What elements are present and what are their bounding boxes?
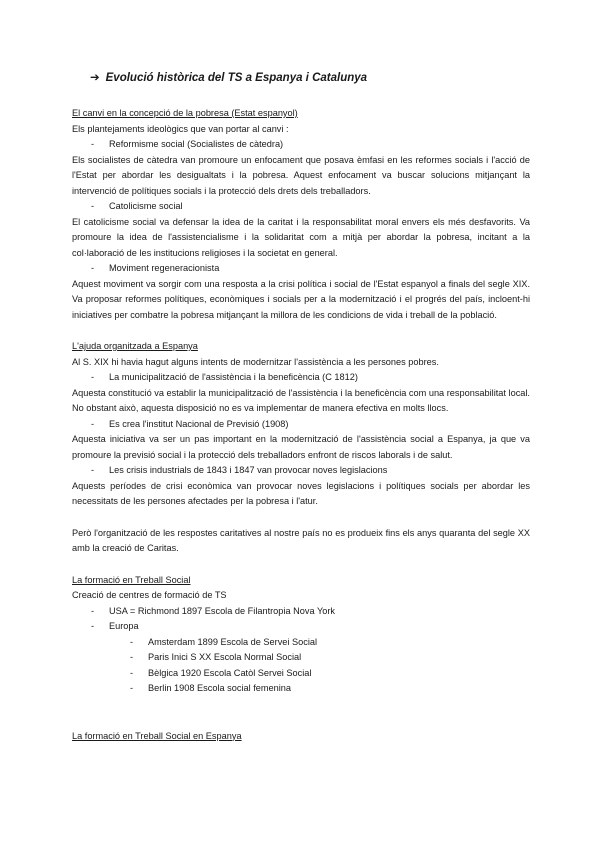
list-item-text: Reformisme social (Socialistes de càtedra) bbox=[109, 139, 284, 149]
dash-bullet: - bbox=[91, 465, 95, 475]
paragraph: Creació de centres de formació de TS bbox=[72, 590, 227, 600]
sub-list-item-text: Paris Inici S XX Escola Normal Social bbox=[148, 652, 302, 662]
list-item bbox=[72, 604, 530, 620]
document-body bbox=[72, 106, 530, 744]
section-heading: La formació en Treball Social en Espanya bbox=[72, 730, 242, 741]
list-item-text: Catolicisme social bbox=[109, 201, 183, 211]
list-item bbox=[72, 417, 530, 433]
paragraph: Però l'organització de les respostes caritatives al nostre país no es produeix fins els anys quaranta del segle XX amb la creació de Caritas. bbox=[72, 527, 530, 553]
paragraph: Aquest moviment va sorgir com una resposta a la crisi política i social de l'Estat espanyol a finals del segle XIX. Va proposar reformes polítiques, econòmiques i socials per a la modernització i el progrés del país, incloent-hi iniciatives per combatre la pobresa mitjançant la millora de les condicions de vida i treball de la població. bbox=[72, 278, 530, 320]
list-item bbox=[72, 137, 530, 153]
list-item-text: La municipalització de l'assistència i la beneficència (C 1812) bbox=[109, 372, 358, 382]
title-text: Evolució històrica del TS a Espanya i Catalunya bbox=[105, 72, 368, 84]
dash-bullet: - bbox=[130, 652, 134, 662]
dash-bullet: - bbox=[130, 636, 134, 647]
dash-bullet: - bbox=[91, 621, 95, 631]
list-item-text: Es crea l'institut Nacional de Previsió (1908) bbox=[109, 418, 289, 429]
list-item-text: Moviment regeneracionista bbox=[109, 263, 220, 273]
dash-bullet: - bbox=[91, 263, 95, 273]
list-item bbox=[72, 199, 530, 215]
dash-bullet: - bbox=[91, 418, 95, 429]
list-item bbox=[72, 619, 530, 635]
paragraph: Els plantejaments ideològics que van portar al canvi : bbox=[72, 123, 289, 134]
sub-list-item bbox=[72, 681, 530, 697]
dash-bullet: - bbox=[91, 605, 95, 616]
arrow-right-icon: ➔ bbox=[90, 72, 100, 84]
sub-list-item-text: Bèlgica 1920 Escola Catòl Servei Social bbox=[148, 667, 312, 678]
paragraph: Aquesta iniciativa va ser un pas important en la modernització de l'assistència social a Espanya, ja que va promoure la previsió social i la protecció dels treballadors enfront de riscos laborals i de salut. bbox=[72, 434, 530, 460]
section-heading: L'ajuda organitzada a Espanya bbox=[72, 341, 198, 351]
dash-bullet: - bbox=[91, 139, 95, 149]
list-item-text: Europa bbox=[109, 621, 139, 631]
paragraph: Aquests períodes de crisi econòmica van provocar noves legislacions i polítiques socials per abordar les necessitats de les persones afectades per la pobresa i l'atur. bbox=[72, 480, 530, 506]
sub-list-item bbox=[72, 666, 530, 682]
paragraph: Al S. XIX hi havia hagut alguns intents de modernitzar l'assistència a les persones pobres. bbox=[72, 356, 439, 367]
dash-bullet: - bbox=[130, 667, 134, 678]
paragraph: Els socialistes de càtedra van promoure un enfocament que posava èmfasi en les reformes socials i l'acció de l'Estat per abordar les desigualtats i la pobresa. Aquest enfocament va buscar solucions mitjançant la intervenció de polítiques socials i la protecció dels drets dels treballadors. bbox=[72, 154, 530, 196]
sub-list-item bbox=[72, 635, 530, 651]
dash-bullet: - bbox=[91, 372, 95, 382]
list-item bbox=[72, 370, 530, 386]
list-item-text: USA = Richmond 1897 Escola de Filantropia Nova York bbox=[109, 605, 335, 616]
section-heading: La formació en Treball Social bbox=[72, 574, 191, 585]
list-item-text: Les crisis industrials de 1843 i 1847 van provocar noves legislacions bbox=[109, 465, 388, 475]
sub-list-item-text: Amsterdam 1899 Escola de Servei Social bbox=[148, 636, 318, 647]
document-title bbox=[90, 70, 367, 84]
dash-bullet: - bbox=[130, 683, 134, 693]
paragraph: Aquesta constitució va establir la municipalització de l'assistència i la beneficència com una responsabilitat local. No obstant això, aquesta disposició no es va implementar de manera efectiva en molts llocs. bbox=[72, 387, 530, 413]
sub-list-item-text: Berlin 1908 Escola social femenina bbox=[148, 683, 291, 693]
dash-bullet: - bbox=[91, 201, 95, 211]
sub-list-item bbox=[72, 650, 530, 666]
list-item bbox=[72, 463, 530, 479]
list-item bbox=[72, 261, 530, 277]
section-heading: El canvi en la concepció de la pobresa (Estat espanyol) bbox=[72, 108, 298, 118]
paragraph: El catolicisme social va defensar la idea de la caritat i la responsabilitat moral envers els més desfavorits. Va promoure la idea de l'assistencialisme i la solidaritat com a mitjà per abordar la pobresa, incitant a la col·laboració de les institucions religioses i la societat en general. bbox=[72, 216, 530, 258]
